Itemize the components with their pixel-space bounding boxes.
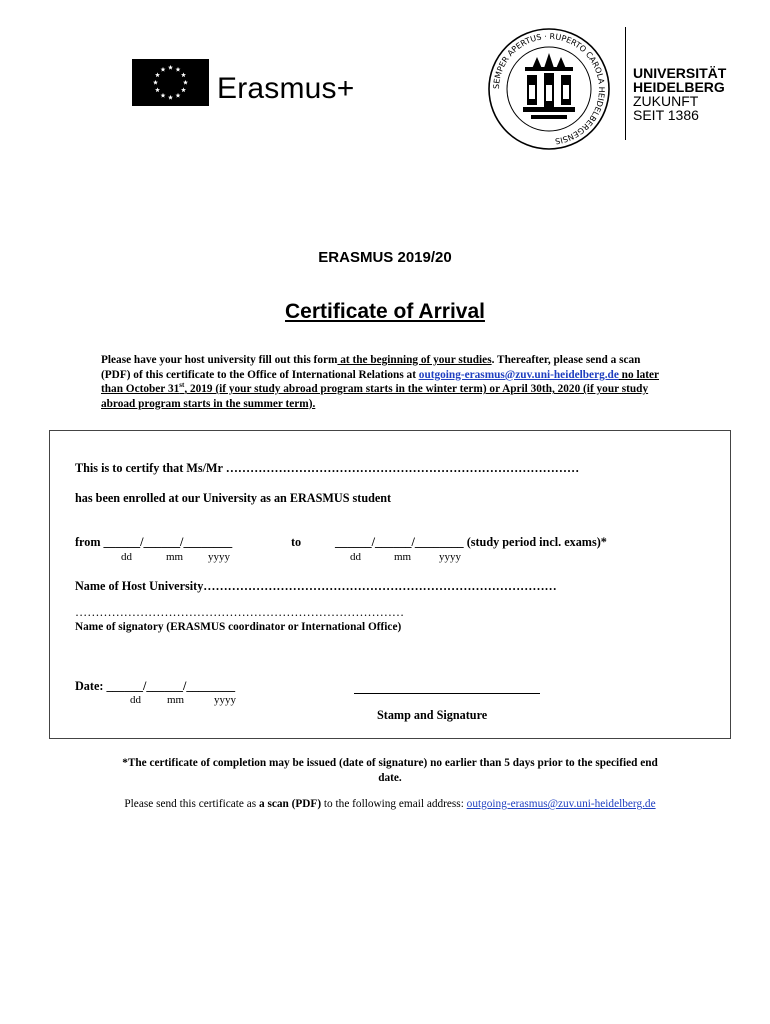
seal-lettering: SEMPER APERTUS · RUPERTO CAROLA HEIDELBERGENSIS <box>491 31 607 146</box>
eu-star-icon <box>161 93 166 98</box>
completion-footnote: *The certificate of completion may be issued (date of signature) no earlier than 5 days prior to the specified end date. <box>122 757 658 784</box>
enrolled-statement: has been enrolled at our University as an ERASMUS student <box>75 491 392 505</box>
program-title: ERASMUS 2019/20 <box>318 249 452 266</box>
to-date-field[interactable]: ______/______/________ (study period incl. exams)* <box>335 535 607 549</box>
from-month-hint: mm <box>166 551 184 563</box>
send-instructions <box>110 797 670 812</box>
eu-star-icon <box>155 72 160 77</box>
eu-star-icon <box>155 87 160 92</box>
eu-flag-logo <box>132 59 209 106</box>
certify-name-field[interactable]: This is to certify that Ms/Mr …………………………………………………………………………… <box>75 461 580 475</box>
erasmus-plus-logo-text: Erasmus+ <box>217 72 355 105</box>
eu-star-icon <box>183 80 188 85</box>
instructions-underlined-text: at the beginning of your studies <box>337 354 492 366</box>
eu-star-icon <box>161 67 166 72</box>
instructions-paragraph <box>101 353 661 411</box>
date-year-hint: yyyy <box>214 694 236 706</box>
send-email-link[interactable]: outgoing-erasmus@zuv.uni-heidelberg.de <box>466 798 656 810</box>
eu-stars-icon <box>132 59 209 106</box>
instructions-deadline-text-2: , 2019 (if your study abroad program starts in the winter term) or April 30th, 2020 (if your study abroad program starts in the summer term). <box>101 383 649 410</box>
eu-star-icon <box>181 87 186 92</box>
instructions-email-link[interactable]: outgoing-erasmus@zuv.uni-heidelberg.de <box>418 368 619 381</box>
certificate-form-box <box>49 430 731 739</box>
to-year-hint: yyyy <box>439 551 461 563</box>
from-year-hint: yyyy <box>208 551 230 563</box>
eu-star-icon <box>181 72 186 77</box>
eu-star-icon <box>168 95 173 100</box>
signature-line[interactable] <box>354 693 540 694</box>
to-day-hint: dd <box>350 551 361 563</box>
eu-star-icon <box>168 65 173 70</box>
eu-star-icon <box>176 93 181 98</box>
host-university-field[interactable]: Name of Host University…………………………………………………………………………… <box>75 579 557 593</box>
university-tagline-line2: SEIT 1386 <box>633 107 699 123</box>
date-day-hint: dd <box>130 694 141 706</box>
date-month-hint: mm <box>167 694 185 706</box>
university-name-block <box>633 66 726 122</box>
header-divider <box>625 27 626 140</box>
eu-star-icon <box>153 80 158 85</box>
stamp-signature-label: Stamp and Signature <box>377 708 488 722</box>
send-text-2: to the following email address: <box>321 798 467 810</box>
university-name-line1: UNIVERSITÄT <box>633 65 727 81</box>
university-tagline-line1: ZUKUNFT <box>633 93 699 109</box>
instructions-text-2: . Thereafter, please send a scan (PDF) of this certificate to the Office of International Relations at <box>101 354 641 381</box>
to-month-hint: mm <box>394 551 412 563</box>
signatory-label: Name of signatory (ERASMUS coordinator or International Office) <box>75 621 402 633</box>
eu-star-icon <box>176 67 181 72</box>
date-field[interactable]: Date: ______/______/________ <box>75 679 236 693</box>
to-label: to <box>291 535 302 549</box>
instructions-ordinal-suffix: st <box>179 381 185 390</box>
send-text-1: Please send this certificate as <box>124 798 259 810</box>
from-day-hint: dd <box>121 551 132 563</box>
from-date-field[interactable]: from ______/______/________ <box>75 535 233 549</box>
university-name-line2: HEIDELBERG <box>633 79 725 95</box>
document-title: Certificate of Arrival <box>285 300 485 323</box>
send-text-bold: a scan (PDF) <box>258 798 322 810</box>
instructions-deadline-text: no later than October 31 <box>101 368 660 395</box>
instructions-text-1: Please have your host university fill out this form <box>101 354 338 366</box>
signatory-name-field[interactable]: ……………………………………………………………………… <box>75 605 405 619</box>
university-seal-icon <box>487 27 611 151</box>
